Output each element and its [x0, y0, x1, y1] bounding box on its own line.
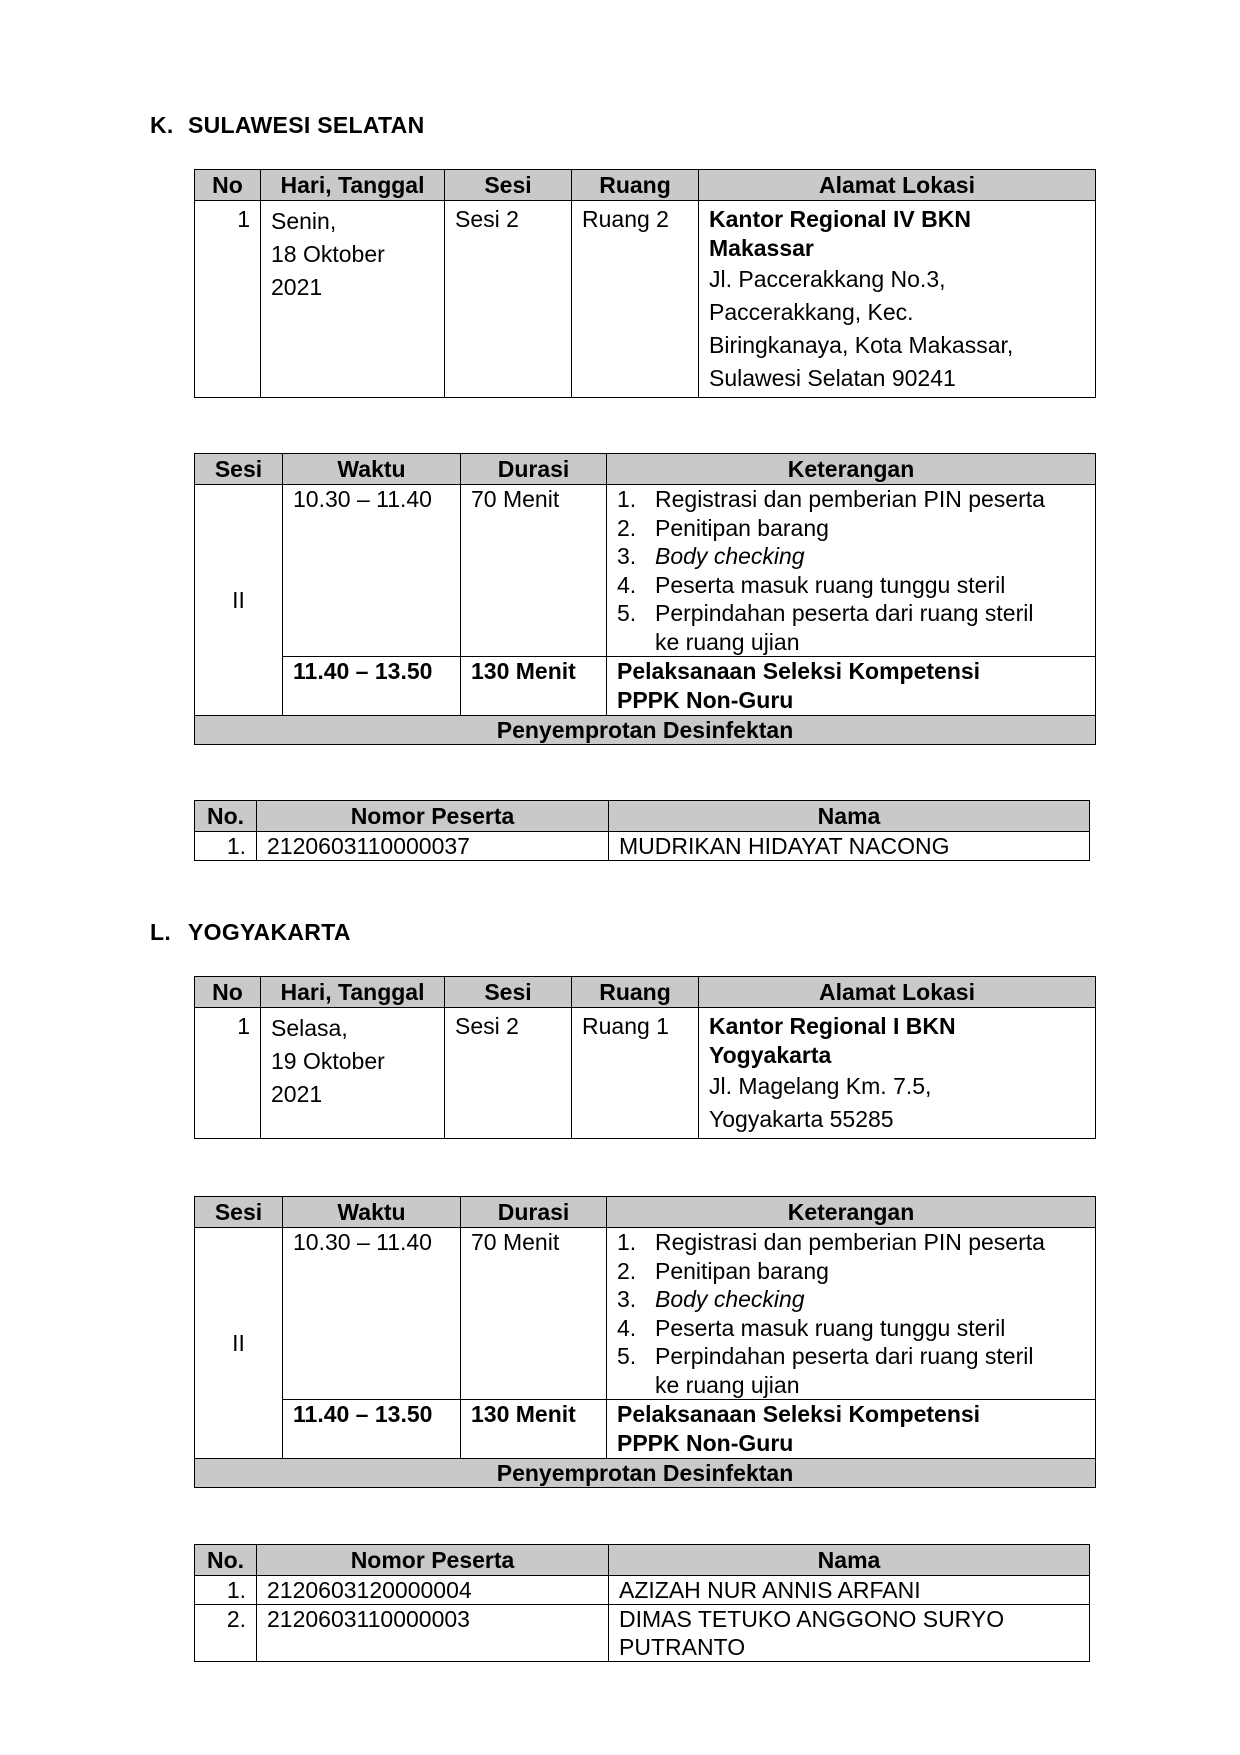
timeline-header-row	[195, 454, 1096, 485]
date-line: 19 Oktober	[271, 1048, 385, 1074]
step-item: 5. Perpindahan peserta dari ruang steril	[617, 600, 1034, 626]
col-header-participant-number: Nomor Peserta	[257, 1545, 609, 1576]
col-header-name: Nama	[609, 801, 1090, 832]
cell-room: Ruang 2	[572, 201, 699, 398]
timeline-row	[195, 1228, 1096, 1400]
cell-date	[261, 1008, 445, 1139]
cell-participant-number: 2120603110000003	[257, 1605, 609, 1662]
cell-participant-number: 2120603120000004	[257, 1576, 609, 1605]
col-header-participant-number: Nomor Peserta	[257, 801, 609, 832]
schedule-row	[195, 201, 1096, 398]
timeline-table-l	[194, 1196, 1096, 1488]
cell-session-roman: II	[195, 1228, 283, 1459]
section-heading-l	[150, 919, 351, 946]
col-header-no: No.	[195, 801, 257, 832]
address-line: Jl. Magelang Km. 7.5,	[709, 1073, 932, 1099]
col-header-session: Sesi	[445, 977, 572, 1008]
cell-room: Ruang 1	[572, 1008, 699, 1139]
table-row	[195, 1605, 1090, 1662]
date-line: 2021	[271, 274, 323, 300]
cell-notes	[607, 657, 1096, 716]
section-letter: K.	[150, 112, 174, 138]
location-name: Yogyakarta	[709, 1042, 832, 1068]
section-heading-k	[150, 112, 425, 139]
col-header-date: Hari, Tanggal	[261, 977, 445, 1008]
disinfection-note: Penyemprotan Desinfektan	[195, 716, 1096, 745]
notes-line: Pelaksanaan Seleksi Kompetensi	[617, 658, 981, 684]
schedule-table-l	[194, 976, 1096, 1139]
step-item: 4. Peserta masuk ruang tunggu steril	[617, 1314, 1006, 1341]
location-name: Kantor Regional I BKN	[709, 1013, 956, 1039]
cell-no: 1.	[195, 832, 257, 861]
participants-table-l	[194, 1544, 1090, 1662]
date-line: 2021	[271, 1081, 323, 1107]
col-header-date: Hari, Tanggal	[261, 170, 445, 201]
name-line: PUTRANTO	[619, 1634, 746, 1660]
location-name: Makassar	[709, 235, 814, 261]
notes-line: Pelaksanaan Seleksi Kompetensi	[617, 1401, 981, 1427]
date-line: Selasa,	[271, 1015, 348, 1041]
cell-no: 1	[195, 201, 261, 398]
col-header-time: Waktu	[283, 1197, 461, 1228]
timeline-header-row	[195, 1197, 1096, 1228]
table-row	[195, 832, 1090, 861]
cell-name: AZIZAH NUR ANNIS ARFANI	[609, 1576, 1090, 1605]
col-header-no: No	[195, 977, 261, 1008]
address-line: Jl. Paccerakkang No.3,	[709, 266, 946, 292]
col-header-notes: Keterangan	[607, 454, 1096, 485]
cell-steps	[607, 1228, 1096, 1400]
col-header-no: No.	[195, 1545, 257, 1576]
cell-address	[699, 1008, 1096, 1139]
cell-no: 1.	[195, 1576, 257, 1605]
cell-no: 2.	[195, 1605, 257, 1662]
col-header-session: Sesi	[445, 170, 572, 201]
participants-header-row	[195, 1545, 1090, 1576]
section-title: YOGYAKARTA	[188, 919, 351, 945]
step-item: 3. Body checking	[617, 543, 805, 569]
col-header-duration: Durasi	[461, 454, 607, 485]
section-letter: L.	[150, 919, 172, 945]
step-item: 1. Registrasi dan pemberian PIN peserta	[617, 1229, 1045, 1255]
col-header-address: Alamat Lokasi	[699, 170, 1096, 201]
schedule-row	[195, 1008, 1096, 1139]
cell-name	[609, 1605, 1090, 1662]
col-header-no: No	[195, 170, 261, 201]
timeline-table-k	[194, 453, 1096, 745]
step-item: 1. Registrasi dan pemberian PIN peserta	[617, 486, 1045, 512]
cell-time: 11.40 – 13.50	[283, 1400, 461, 1459]
schedule-header-row	[195, 977, 1096, 1008]
steps-list	[617, 485, 1085, 656]
date-line: Senin,	[271, 208, 337, 234]
participants-header-row	[195, 801, 1090, 832]
cell-duration: 70 Menit	[461, 485, 607, 657]
cell-duration: 70 Menit	[461, 1228, 607, 1400]
date-line: 18 Oktober	[271, 241, 385, 267]
address-line: Yogyakarta 55285	[709, 1106, 894, 1132]
notes-line: PPPK Non-Guru	[617, 1430, 794, 1456]
cell-duration: 130 Menit	[461, 1400, 607, 1459]
timeline-footer-row	[195, 1459, 1096, 1488]
col-header-notes: Keterangan	[607, 1197, 1096, 1228]
address-line: Paccerakkang, Kec.	[709, 299, 914, 325]
name-line: DIMAS TETUKO ANGGONO SURYO	[619, 1606, 1005, 1632]
address-line: Sulawesi Selatan 90241	[709, 365, 956, 391]
col-header-name: Nama	[609, 1545, 1090, 1576]
step-item: 2. Penitipan barang	[617, 1257, 829, 1284]
steps-list	[617, 1228, 1085, 1399]
cell-name: MUDRIKAN HIDAYAT NACONG	[609, 832, 1090, 861]
col-header-address: Alamat Lokasi	[699, 977, 1096, 1008]
cell-participant-number: 2120603110000037	[257, 832, 609, 861]
cell-session: Sesi 2	[445, 201, 572, 398]
schedule-header-row	[195, 170, 1096, 201]
cell-duration: 130 Menit	[461, 657, 607, 716]
cell-date	[261, 201, 445, 398]
step-item: 2. Penitipan barang	[617, 514, 829, 541]
notes-line: PPPK Non-Guru	[617, 687, 794, 713]
cell-session: Sesi 2	[445, 1008, 572, 1139]
section-title: SULAWESI SELATAN	[188, 112, 425, 138]
schedule-table-k	[194, 169, 1096, 398]
timeline-row	[195, 657, 1096, 716]
col-header-session: Sesi	[195, 1197, 283, 1228]
col-header-room: Ruang	[572, 977, 699, 1008]
disinfection-note: Penyemprotan Desinfektan	[195, 1459, 1096, 1488]
step-item: ke ruang ujian	[655, 1371, 800, 1398]
step-item: 5. Perpindahan peserta dari ruang steril	[617, 1343, 1034, 1369]
cell-time: 11.40 – 13.50	[283, 657, 461, 716]
col-header-duration: Durasi	[461, 1197, 607, 1228]
timeline-row	[195, 485, 1096, 657]
timeline-footer-row	[195, 716, 1096, 745]
col-header-room: Ruang	[572, 170, 699, 201]
cell-no: 1	[195, 1008, 261, 1139]
address-line: Biringkanaya, Kota Makassar,	[709, 332, 1014, 358]
timeline-row	[195, 1400, 1096, 1459]
cell-steps	[607, 485, 1096, 657]
cell-notes	[607, 1400, 1096, 1459]
col-header-time: Waktu	[283, 454, 461, 485]
col-header-session: Sesi	[195, 454, 283, 485]
step-item: ke ruang ujian	[655, 628, 800, 655]
participants-table-k	[194, 800, 1090, 861]
cell-address	[699, 201, 1096, 398]
cell-session-roman: II	[195, 485, 283, 716]
step-item: 3. Body checking	[617, 1286, 805, 1312]
table-row	[195, 1576, 1090, 1605]
location-name: Kantor Regional IV BKN	[709, 206, 971, 232]
cell-time: 10.30 – 11.40	[283, 485, 461, 657]
cell-time: 10.30 – 11.40	[283, 1228, 461, 1400]
step-item: 4. Peserta masuk ruang tunggu steril	[617, 571, 1006, 598]
